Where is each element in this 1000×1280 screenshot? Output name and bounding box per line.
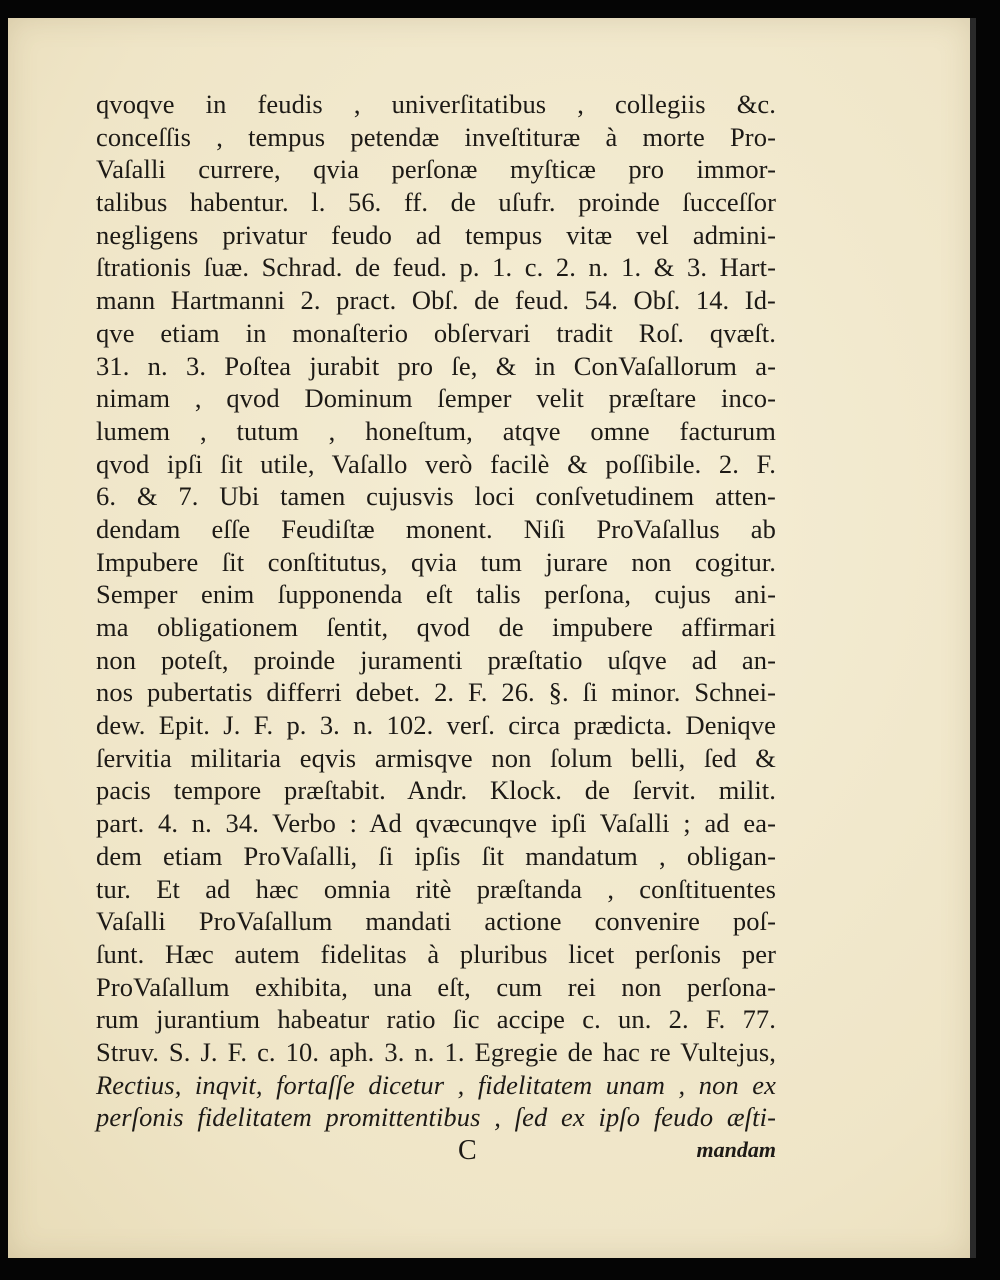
text-line: 6. & 7. Ubi tamen cujusvis loci conſvetudinem atten- bbox=[96, 481, 776, 512]
text-line: ProVaſallum exhibita, una eſt, cum rei non perſona- bbox=[96, 971, 776, 1002]
page-footer bbox=[96, 1135, 776, 1169]
text-line: qvoqve in feudis , univerſitatibus , collegiis &c. bbox=[96, 89, 776, 119]
signature-mark: C bbox=[458, 1135, 477, 1166]
text-line: mann Hartmanni 2. pract. Obſ. de feud. 54. Obſ. 14. Id- bbox=[96, 285, 776, 316]
text-line: talibus habentur. l. 56. ff. de uſufr. proinde ſucceſſor bbox=[96, 187, 776, 218]
text-line: tur. Et ad hæc omnia ritè præſtanda , conſtituentes bbox=[96, 873, 776, 904]
text-line: conceſſis , tempus petendæ inveſtituræ à morte Pro- bbox=[96, 121, 776, 152]
text-line: rum jurantium habeatur ratio ſic accipe c. un. 2. F. 77. bbox=[96, 1004, 776, 1035]
text-line: ma obligationem ſentit, qvod de impubere affirmari bbox=[96, 612, 776, 642]
text-line: part. 4. n. 34. Verbo : Ad qvæcunqve ipſi Vaſalli ; ad ea- bbox=[96, 808, 776, 839]
text-line: negligens privatur feudo ad tempus vitæ vel admini- bbox=[96, 219, 776, 250]
text-line: dendam eſſe Feudiſtæ monent. Niſi ProVaſallus ab bbox=[96, 513, 776, 544]
text-line: qve etiam in monaſterio obſervari tradit Roſ. qvæſt. bbox=[96, 317, 776, 348]
text-line: dew. Epit. J. F. p. 3. n. 102. verſ. circa prædicta. Deniqve bbox=[96, 710, 776, 741]
text-line: perſonis fidelitatem promittentibus , ſed ex ipſo feudo æſti- bbox=[96, 1102, 776, 1133]
text-line: ſtrationis ſuæ. Schrad. de feud. p. 1. c. 2. n. 1. & 3. Hart- bbox=[96, 252, 776, 283]
book-page bbox=[8, 18, 970, 1258]
text-line: non poteſt, proinde juramenti præſtatio uſqve ad an- bbox=[96, 644, 776, 675]
body-text bbox=[96, 88, 776, 1134]
text-line: Vaſalli currere, qvia perſonæ myſticæ pro immor- bbox=[96, 154, 776, 185]
page-edge bbox=[970, 18, 976, 1258]
text-line: ſervitia militaria eqvis armisqve non ſolum belli, ſed & bbox=[96, 742, 776, 773]
text-line: pacis tempore præſtabit. Andr. Klock. de ſervit. milit. bbox=[96, 775, 776, 806]
text-line: ſunt. Hæc autem fidelitas à pluribus licet perſonis per bbox=[96, 938, 776, 969]
text-line: lumem , tutum , honeſtum, atqve omne facturum bbox=[96, 415, 776, 446]
text-line: Vaſalli ProVaſallum mandati actione convenire poſ- bbox=[96, 906, 776, 937]
text-line: Impubere ſit conſtitutus, qvia tum jurare non cogitur. bbox=[96, 546, 776, 577]
text-line: Rectius, inqvit, fortaſſe dicetur , fidelitatem unam , non ex bbox=[96, 1069, 776, 1100]
text-line: nimam , qvod Dominum ſemper velit præſtare inco- bbox=[96, 383, 776, 414]
catchword: mandam bbox=[696, 1137, 776, 1162]
text-line: dem etiam ProVaſalli, ſi ipſis ſit mandatum , obligan- bbox=[96, 840, 776, 871]
text-line: Struv. S. J. F. c. 10. aph. 3. n. 1. Egregie de hac re Vultejus, bbox=[96, 1036, 776, 1067]
text-line: Semper enim ſupponenda eſt talis perſona, cujus ani- bbox=[96, 579, 776, 610]
text-line: 31. n. 3. Poſtea jurabit pro ſe, & in ConVaſallorum a- bbox=[96, 350, 776, 381]
text-line: qvod ipſi ſit utile, Vaſallo verò facilè & poſſibile. 2. F. bbox=[96, 448, 776, 479]
text-line: nos pubertatis differri debet. 2. F. 26. §. ſi minor. Schnei- bbox=[96, 677, 776, 708]
